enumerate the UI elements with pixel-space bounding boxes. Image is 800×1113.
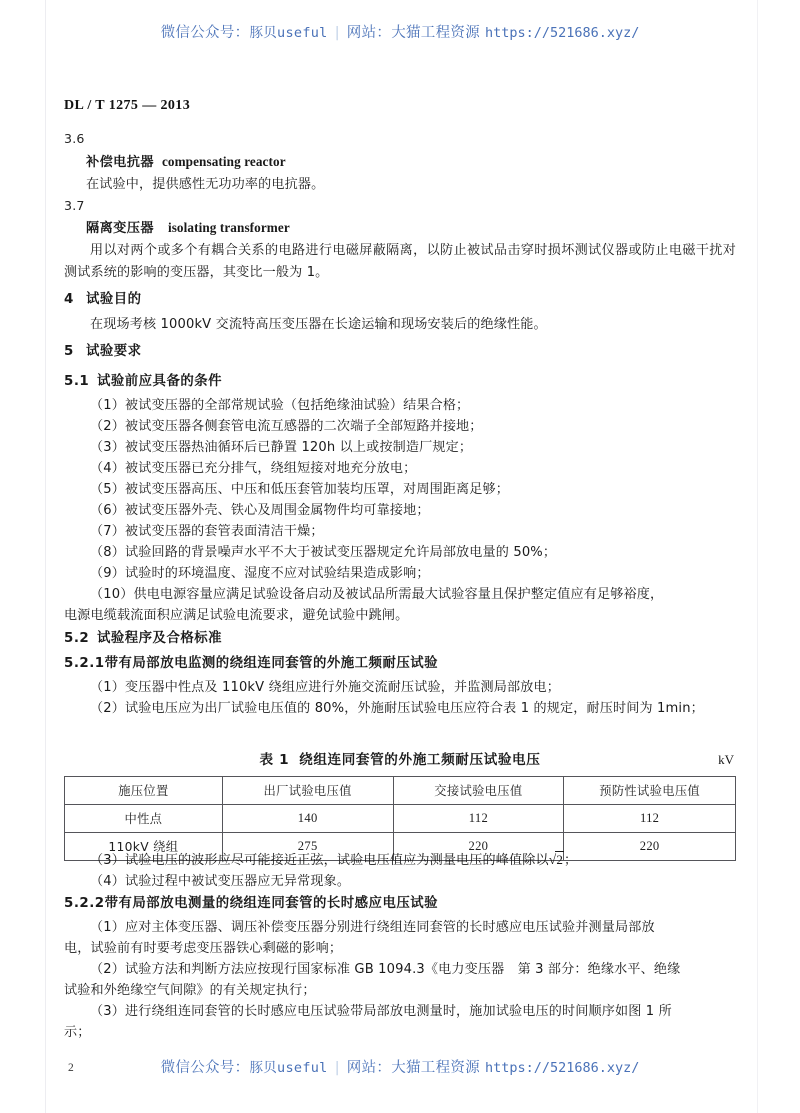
watermark-top — [0, 21, 800, 42]
term-en-3-7: isolating transformer — [167, 220, 290, 236]
list-item: （9）试验时的环境温度、湿度不应对试验结果造成影响； — [90, 566, 430, 582]
section-heading-5-1 — [64, 365, 736, 395]
term-en-3-6: compensating reactor — [161, 153, 286, 169]
section-number-5: 5 — [64, 344, 74, 360]
watermark-site-name: 大猫工程资源 — [391, 1060, 481, 1076]
watermark-account: 豚贝useful — [249, 1060, 328, 1076]
section-heading-5 — [64, 335, 736, 365]
watermark-url: https://521686.xyz/ — [484, 1060, 640, 1076]
watermark-separator: | — [334, 1060, 340, 1076]
table-cell-factory: 140 — [222, 805, 393, 833]
section-number-5-2: 5.2 — [64, 631, 90, 647]
section-title-5-2-2: 带有局部放电测量的绕组连同套管的长时感应电压试验 — [104, 896, 439, 911]
scan-edge-right — [757, 0, 758, 1113]
section-title-5: 试验要求 — [86, 344, 142, 360]
watermark-site-name: 大猫工程资源 — [391, 25, 481, 41]
table-1-caption-title: 绕组连同套管的外施工频耐压试验电压 — [299, 752, 541, 768]
table-cell-position: 中性点 — [65, 805, 223, 833]
table-1-block — [64, 748, 736, 861]
term-heading-3-6 — [64, 149, 736, 173]
list-item: （1）被试变压器的全部常规试验（包括绝缘油试验）结果合格； — [90, 398, 470, 414]
list-item: （5）被试变压器高压、中压和低压套管加装均压罩，对周围距离足够； — [90, 482, 510, 498]
watermark-url: https://521686.xyz/ — [484, 25, 640, 41]
list-item: （3）被试变压器热油循环后已静置 120h 以上或按制造厂规定； — [90, 440, 473, 456]
watermark-account: 豚贝useful — [249, 25, 328, 41]
watermark-separator: | — [334, 25, 340, 41]
scan-edge-left — [45, 0, 46, 1113]
table-header-row — [65, 777, 736, 805]
list-item-continuation: 电，试验前有时要考虑变压器铁心剩磁的影响； — [64, 941, 343, 957]
section-number-4: 4 — [64, 291, 74, 307]
table-1-caption — [64, 748, 736, 776]
document-body-lower — [64, 849, 736, 1043]
table-cell-preventive: 220 — [564, 833, 736, 861]
table-1-caption-number: 表 1 — [259, 752, 290, 768]
watermark-site-label: 网站： — [346, 25, 392, 41]
section-number-5-2-2: 5.2.2 — [64, 896, 105, 911]
table-cell-factory: 275 — [222, 833, 393, 861]
standard-id-header: DL / T 1275 — 2013 — [64, 98, 191, 113]
section-title-4: 试验目的 — [86, 291, 142, 307]
section-heading-4 — [64, 283, 736, 313]
list-item-continuation: 示； — [64, 1025, 91, 1041]
section-title-5-2-1: 带有局部放电监测的绕组连同套管的外施工频耐压试验 — [104, 655, 439, 671]
list-item: （2）被试变压器各侧套管电流互感器的二次端子全部短路并接地； — [90, 419, 483, 435]
clause-number-3-6: 3.6 — [64, 131, 85, 146]
sqrt-symbol: √2 — [548, 852, 564, 867]
term-heading-3-7 — [64, 215, 736, 239]
table-cell-handover: 220 — [393, 833, 564, 861]
table-header-cell: 交接试验电压值 — [393, 777, 564, 805]
list-item: （4）被试变压器已充分排气，绕组短接对地充分放电； — [90, 461, 417, 477]
watermark-prefix: 微信公众号： — [160, 1060, 250, 1076]
term-definition-3-6: 在试验中，提供感性无功功率的电抗器。 — [86, 176, 325, 192]
list-item: （2）试验电压应为出厂试验电压值的 80%，外施耐压试验电压应符合表 1 的规定，耐压时间为 1min； — [90, 700, 704, 716]
list-item: （8）试验回路的背景噪声水平不大于被试变压器规定允许局部放电量的 50%； — [90, 545, 557, 561]
table-row — [65, 805, 736, 833]
list-item: （1）应对主体变压器、调压补偿变压器分别进行绕组连同套管的长时感应电压试验并测量局部放 — [90, 920, 655, 936]
section-heading-5-2-2 — [64, 892, 736, 917]
list-item — [64, 849, 736, 871]
sqrt-radicand: 2 — [556, 852, 564, 867]
clause-number-3-7: 3.7 — [64, 197, 85, 213]
section-heading-5-2-1 — [64, 653, 736, 677]
term-cn-3-7: 隔离变压器 — [86, 221, 154, 237]
list-item: （2）试验方法和判断方法应按现行国家标准 GB 1094.3《电力变压器 第 3 部分：绝缘水平、绝缘 — [90, 962, 681, 978]
table-cell-position: 110kV 绕组 — [65, 833, 223, 861]
list-item: （10）供电电源容量应满足试验设备启动及被试品所需最大试验容量且保护整定值应有足够裕度， — [90, 587, 664, 603]
table-header-cell: 施压位置 — [65, 777, 223, 805]
list-item: （7）被试变压器的套管表面清洁干燥； — [90, 524, 324, 540]
table-header-cell: 预防性试验电压值 — [564, 777, 736, 805]
table-header-cell: 出厂试验电压值 — [222, 777, 393, 805]
section-heading-5-2 — [64, 626, 736, 652]
section-title-5-2: 试验程序及合格标准 — [97, 631, 223, 647]
list-item-text: （3）试验电压的波形应尽可能接近正弦，试验电压值应为测量电压的峰值除以 — [90, 853, 549, 868]
section-body-4: 在现场考核 1000kV 交流特高压变压器在长途运输和现场安装后的绝缘性能。 — [90, 317, 547, 332]
list-item-continuation: 电源电缆载流面积应满足试验电流要求，避免试验中跳闸。 — [64, 608, 409, 624]
table-cell-handover: 112 — [393, 805, 564, 833]
section-number-5-2-1: 5.2.1 — [64, 655, 105, 671]
watermark-bottom — [0, 1056, 800, 1077]
page-number: 2 — [68, 1062, 74, 1074]
table-cell-preventive: 112 — [564, 805, 736, 833]
section-number-5-1: 5.1 — [64, 374, 90, 390]
document-body-upper — [64, 128, 736, 719]
list-item: （4）试验过程中被试变压器应无异常现象。 — [90, 874, 351, 889]
list-item: （1）变压器中性点及 110kV 绕组应进行外施交流耐压试验，并监测局部放电； — [90, 679, 560, 695]
watermark-prefix: 微信公众号： — [160, 25, 250, 41]
list-item: （3）进行绕组连同套管的长时感应电压试验带局部放电测量时，施加试验电压的时间顺序如图 1 所 — [90, 1004, 672, 1020]
list-item-text-tail: ； — [564, 853, 578, 868]
section-title-5-1: 试验前应具备的条件 — [97, 374, 223, 390]
watermark-site-label: 网站： — [346, 1060, 392, 1076]
term-definition-3-7: 用以对两个或多个有耦合关系的电路进行电磁屏蔽隔离，以防止被试品击穿时损坏测试仪器或防止电磁干扰对测试系统的影响的变压器，其变比一般为 1。 — [64, 243, 736, 280]
list-item-continuation: 试验和外绝缘空气间隙》的有关规定执行； — [64, 983, 316, 999]
term-cn-3-6: 补偿电抗器 — [86, 154, 154, 170]
list-item: （6）被试变压器外壳、铁心及周围金属物件均可靠接地； — [90, 503, 430, 519]
table-1-unit: kV — [718, 752, 734, 767]
